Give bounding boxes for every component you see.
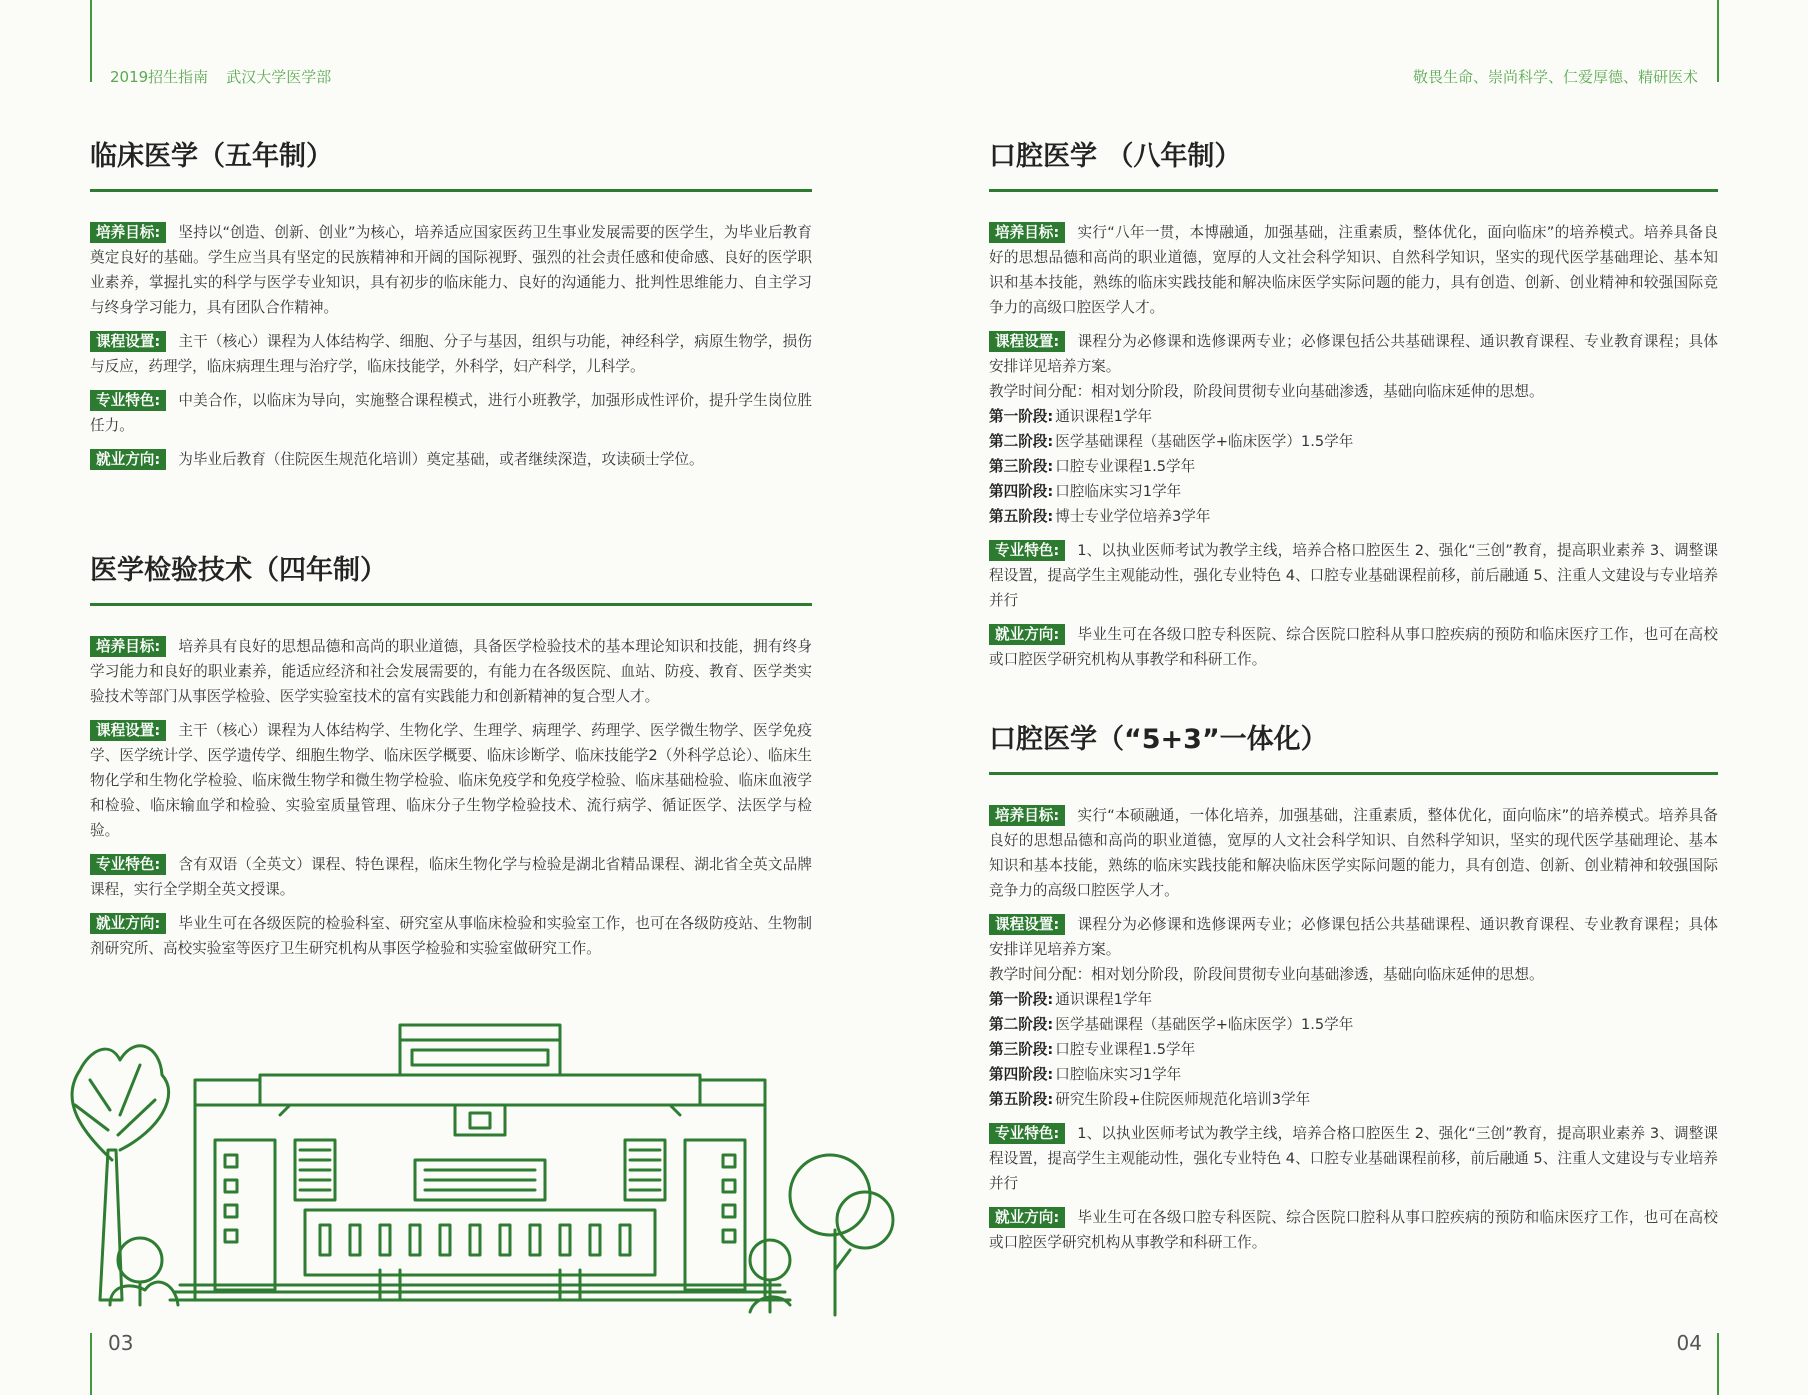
goal-tag: 培养目标:: [989, 805, 1065, 826]
stage-text: 通识课程1学年: [1055, 991, 1153, 1008]
stage-name: 第四阶段:: [989, 483, 1054, 500]
course-text: 主干（核心）课程为人体结构学、细胞、分子与基因，组织与功能，神经科学，病原生物学，损伤与反应，药理学，临床病理生理与治疗学，临床技能学，外科学，妇产科学，儿科学。: [90, 333, 812, 375]
feature-text: 中美合作，以临床为导向，实施整合课程模式，进行小班教学，加强形成性评价，提升学生岗位胜任力。: [90, 392, 812, 434]
course-tag: 课程设置:: [90, 720, 166, 741]
left-top-edge-line: [90, 0, 92, 82]
header-motto: 敬畏生命、崇尚科学、仁爱厚德、精研医术: [1412, 68, 1698, 86]
page-number-left: 03: [108, 1331, 134, 1355]
stage-item: [989, 479, 1718, 504]
stage-name: 第三阶段:: [989, 458, 1054, 475]
feature-item: [989, 538, 1718, 613]
stage-item: [989, 1087, 1718, 1112]
stage-text: 博士专业学位培养3学年: [1055, 508, 1211, 525]
course-text: 主干（核心）课程为人体结构学、生物化学、生理学、病理学、药理学、医学微生物学、医学免疫学、医学统计学、医学遗传学、细胞生物学、临床医学概要、临床诊断学、临床技能学2（外科学总论）、临床生物化学和生物化学检验、临床微生物学和微生物学检验、临床免疫学和免疫学检验、临床基础检验、临床血液学和检验、临床输血学和检验、实验室质量管理、临床分子生物学检验技术、流行病学、循证医学、法医学与检验。: [90, 722, 812, 839]
header-school: 武汉大学医学部: [226, 68, 332, 86]
header-left: [110, 66, 331, 87]
goal-text: 实行“本硕融通，一体化培养，加强基础，注重素质，整体优化，面向临床”的培养模式。培养具备良好的思想品德和高尚的职业道德，宽厚的人文社会科学知识、自然科学知识，坚实的现代医学基础理论、基本知识和基本技能，熟练的临床实践技能和解决临床医学实际问题的能力，具有创造、创新、创业精神和较强国际竞争力的高级口腔医学人才。: [989, 807, 1718, 899]
time-note: 教学时间分配：相对划分阶段，阶段间贯彻专业向基础渗透，基础向临床延伸的思想。: [989, 966, 1544, 983]
section-title: 临床医学（五年制）: [90, 138, 812, 192]
stage-name: 第一阶段:: [989, 991, 1054, 1008]
course-item: [989, 912, 1718, 962]
stage-name: 第二阶段:: [989, 433, 1054, 450]
feature-item: [90, 852, 812, 902]
feature-tag: 专业特色:: [90, 390, 166, 411]
feature-tag: 专业特色:: [989, 540, 1065, 561]
career-text: 毕业生可在各级口腔专科医院、综合医院口腔科从事口腔疾病的预防和临床医疗工作，也可在高校或口腔医学研究机构从事教学和科研工作。: [989, 626, 1718, 668]
course-item: [989, 329, 1718, 379]
stage-item: [989, 404, 1718, 429]
course-item: [90, 718, 812, 843]
career-item: [90, 911, 812, 961]
stage-item: [989, 1037, 1718, 1062]
stage-text: 通识课程1学年: [1055, 408, 1153, 425]
goal-text: 培养具有良好的思想品德和高尚的职业道德，具备医学检验技术的基本理论知识和技能，拥有终身学习能力和良好的职业素养，能适应经济和社会发展需要的，有能力在各级医院、血站、防疫、教育、医学类实验技术等部门从事医学检验、医学实验室技术的富有实践能力和创新精神的复合型人才。: [90, 638, 812, 705]
stage-name: 第三阶段:: [989, 1041, 1054, 1058]
stage-item: [989, 1062, 1718, 1087]
goal-tag: 培养目标:: [989, 222, 1065, 243]
course-tag: 课程设置:: [989, 914, 1065, 935]
goal-item: [90, 634, 812, 709]
stage-list: [989, 404, 1718, 529]
stage-name: 第一阶段:: [989, 408, 1054, 425]
stage-text: 医学基础课程（基础医学+临床医学）1.5学年: [1055, 433, 1354, 450]
goal-text: 实行“八年一贯，本博融通，加强基础，注重素质，整体优化，面向临床”的培养模式。培养具备良好的思想品德和高尚的职业道德，宽厚的人文社会科学知识、自然科学知识，坚实的现代医学基础理论、基本知识和基本技能，熟练的临床实践技能和解决临床医学实际问题的能力，具有创造、创新、创业精神和较强国际竞争力的高级口腔医学人才。: [989, 224, 1718, 316]
stage-text: 口腔临床实习1学年: [1055, 483, 1182, 500]
course-text: 课程分为必修课和选修课两专业；必修课包括公共基础课程、通识教育课程、专业教育课程；具体安排详见培养方案。: [989, 916, 1718, 958]
feature-tag: 专业特色:: [989, 1123, 1065, 1144]
stage-name: 第四阶段:: [989, 1066, 1054, 1083]
goal-item: [989, 220, 1718, 320]
time-note: 教学时间分配：相对划分阶段，阶段间贯彻专业向基础渗透，基础向临床延伸的思想。: [989, 383, 1544, 400]
goal-text: 坚持以“创造、创新、创业”为核心，培养适应国家医药卫生事业发展需要的医学生，为毕业后教育奠定良好的基础。学生应当具有坚定的民族精神和开阔的国际视野、强烈的社会责任感和使命感、良好的医学职业素养，掌握扎实的科学与医学专业知识，具有初步的临床能力、良好的沟通能力、批判性思维能力、自主学习与终身学习能力，具有团队合作精神。: [90, 224, 812, 316]
section-title: 口腔医学（“5+3”一体化）: [989, 721, 1718, 775]
stage-name: 第二阶段:: [989, 1016, 1054, 1033]
course-text: 课程分为必修课和选修课两专业；必修课包括公共基础课程、通识教育课程、专业教育课程；具体安排详见培养方案。: [989, 333, 1718, 375]
feature-text: 1、以执业医师考试为教学主线，培养合格口腔医生 2、强化“三创”教育，提高职业素养 3、调整课程设置，提高学生主观能动性，强化专业特色 4、口腔专业基础课程前移，前后融通 5、注重人文建设与专业培养并行: [989, 542, 1718, 609]
section-title: 口腔医学 （八年制）: [989, 138, 1718, 192]
stage-item: [989, 504, 1718, 529]
section-medical-lab-tech: [90, 552, 812, 970]
goal-item: [989, 803, 1718, 903]
course-item: [90, 329, 812, 379]
stage-name: 第五阶段:: [989, 508, 1054, 525]
career-item: [90, 447, 812, 472]
goal-tag: 培养目标:: [90, 222, 166, 243]
course-tag: 课程设置:: [90, 331, 166, 352]
career-text: 为毕业后教育（住院医生规范化培训）奠定基础，或者继续深造，攻读硕士学位。: [178, 451, 704, 468]
feature-item: [989, 1121, 1718, 1196]
stage-text: 研究生阶段+住院医师规范化培训3学年: [1055, 1091, 1311, 1108]
stage-text: 口腔专业课程1.5学年: [1055, 1041, 1196, 1058]
career-tag: 就业方向:: [90, 449, 166, 470]
stage-text: 口腔专业课程1.5学年: [1055, 458, 1196, 475]
career-item: [989, 622, 1718, 672]
header-year: 2019招生指南: [110, 68, 209, 86]
stage-text: 口腔临床实习1学年: [1055, 1066, 1182, 1083]
career-tag: 就业方向:: [989, 624, 1065, 645]
section-clinical-medicine: [90, 138, 812, 481]
stage-item: [989, 429, 1718, 454]
feature-item: [90, 388, 812, 438]
stage-item: [989, 1012, 1718, 1037]
feature-text: 1、以执业医师考试为教学主线，培养合格口腔医生 2、强化“三创”教育，提高职业素养 3、调整课程设置，提高学生主观能动性，强化专业特色 4、口腔专业基础课程前移，前后融通 5、注重人文建设与专业培养并行: [989, 1125, 1718, 1192]
career-tag: 就业方向:: [989, 1207, 1065, 1228]
feature-text: 含有双语（全英文）课程、特色课程，临床生物化学与检验是湖北省精品课程、湖北省全英文品牌课程，实行全学期全英文授课。: [90, 856, 812, 898]
goal-item: [90, 220, 812, 320]
right-bottom-edge-line: [1717, 1333, 1719, 1395]
feature-tag: 专业特色:: [90, 854, 166, 875]
stage-item: [989, 987, 1718, 1012]
career-text: 毕业生可在各级口腔专科医院、综合医院口腔科从事口腔疾病的预防和临床医疗工作，也可在高校或口腔医学研究机构从事教学和科研工作。: [989, 1209, 1718, 1251]
left-bottom-edge-line: [90, 1333, 92, 1395]
section-stomatology-8yr: [989, 138, 1718, 681]
page-number-right: 04: [1676, 1331, 1702, 1355]
stage-list: [989, 987, 1718, 1112]
stage-name: 第五阶段:: [989, 1091, 1054, 1108]
campus-building-illustration-icon: [50, 1020, 910, 1320]
goal-tag: 培养目标:: [90, 636, 166, 657]
right-top-edge-line: [1717, 0, 1719, 82]
stage-text: 医学基础课程（基础医学+临床医学）1.5学年: [1055, 1016, 1354, 1033]
section-title: 医学检验技术（四年制）: [90, 552, 812, 606]
stage-item: [989, 454, 1718, 479]
section-stomatology-5plus3: [989, 721, 1718, 1264]
career-item: [989, 1205, 1718, 1255]
career-text: 毕业生可在各级医院的检验科室、研究室从事临床检验和实验室工作，也可在各级防疫站、生物制剂研究所、高校实验室等医疗卫生研究机构从事医学检验和实验室做研究工作。: [90, 915, 812, 957]
career-tag: 就业方向:: [90, 913, 166, 934]
course-tag: 课程设置:: [989, 331, 1065, 352]
